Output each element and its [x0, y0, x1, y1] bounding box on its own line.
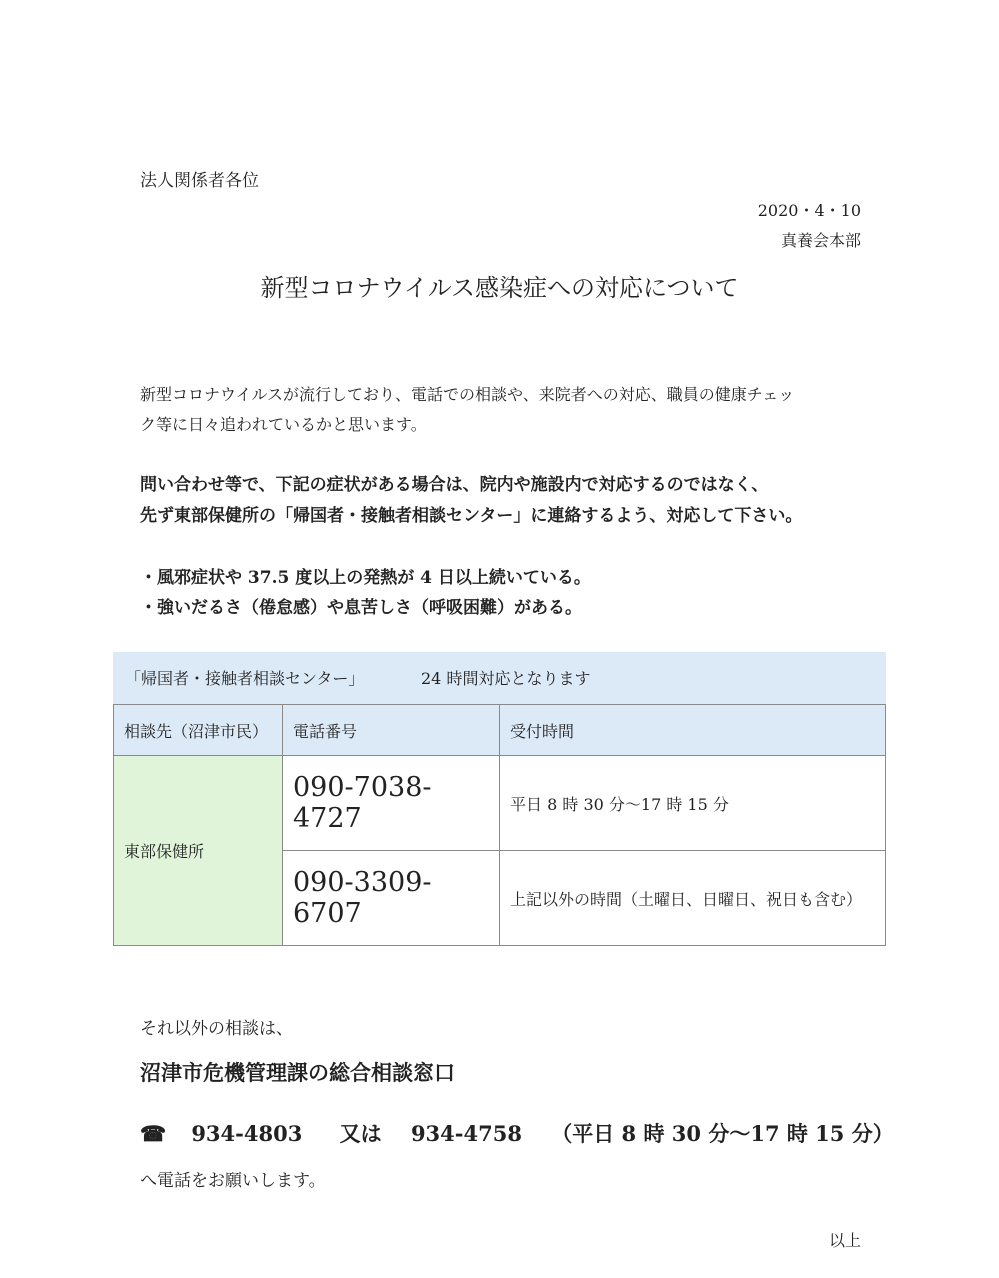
issuer: 真養会本部: [780, 231, 861, 250]
symptom-item: ・強いだるさ（倦怠感）や息苦しさ（呼吸困難）がある。: [140, 598, 582, 618]
office-hours: （平日 8 時 30 分～17 時 15 分）: [551, 1121, 894, 1146]
organization-cell: 東部保健所: [114, 756, 283, 946]
office-name: 沼津市危機管理課の総合相談窓口: [140, 1060, 455, 1085]
other-consultation-lead: それ以外の相談は、: [140, 1019, 293, 1039]
symptom-list: [140, 563, 591, 623]
intro-line: 新型コロナウイルスが流行しており、電話での相談や、来院者への対応、職員の健康チェッ: [140, 385, 795, 404]
telephone-icon: ☎: [140, 1121, 167, 1146]
call-request: へ電話をお願いします。: [140, 1171, 326, 1191]
header-organization: 相談先（沼津市民）: [114, 705, 283, 756]
phone-number: 090-7038-4727: [283, 756, 500, 851]
closing-mark: 以上: [828, 1231, 861, 1250]
document-title: 新型コロナウイルス感染症への対応について: [260, 274, 739, 302]
table-row: [114, 756, 886, 851]
reception-hours: 上記以外の時間（土曜日、日曜日、祝日も含む）: [500, 851, 886, 946]
reception-hours: 平日 8 時 30 分～17 時 15 分: [500, 756, 886, 851]
center-box-header: [113, 652, 886, 704]
contact-table: [113, 704, 886, 946]
symptom-item: ・風邪症状や 37.5 度以上の発熱が 4 日以上続いている。: [140, 568, 591, 588]
office-phone-2: 934-4758: [410, 1121, 522, 1146]
office-phone-line: [140, 1118, 894, 1148]
phone-number: 090-3309-6707: [283, 851, 500, 946]
instruction-line: 先ず東部保健所の「帰国者・接触者相談センター」に連絡するよう、対応して下さい。: [140, 506, 803, 526]
addressee: 法人関係者各位: [140, 171, 259, 191]
instruction-line: 問い合わせ等で、下記の症状がある場合は、院内や施設内で対応するのではなく、: [140, 475, 769, 495]
intro-paragraph: [140, 380, 794, 440]
intro-line: ク等に日々追われているかと思います。: [140, 415, 427, 434]
header-phone: 電話番号: [283, 705, 500, 756]
office-phone-1: 934-4803: [191, 1121, 303, 1146]
header-hours: 受付時間: [500, 705, 886, 756]
date: 2020・4・10: [757, 201, 861, 220]
instruction-paragraph: [140, 470, 802, 532]
table-header-row: [114, 705, 886, 756]
center-label: 「帰国者・接触者相談センター」: [125, 669, 365, 688]
center-note: 24 時間対応となります: [421, 669, 591, 688]
or-text: 又は: [339, 1121, 382, 1146]
